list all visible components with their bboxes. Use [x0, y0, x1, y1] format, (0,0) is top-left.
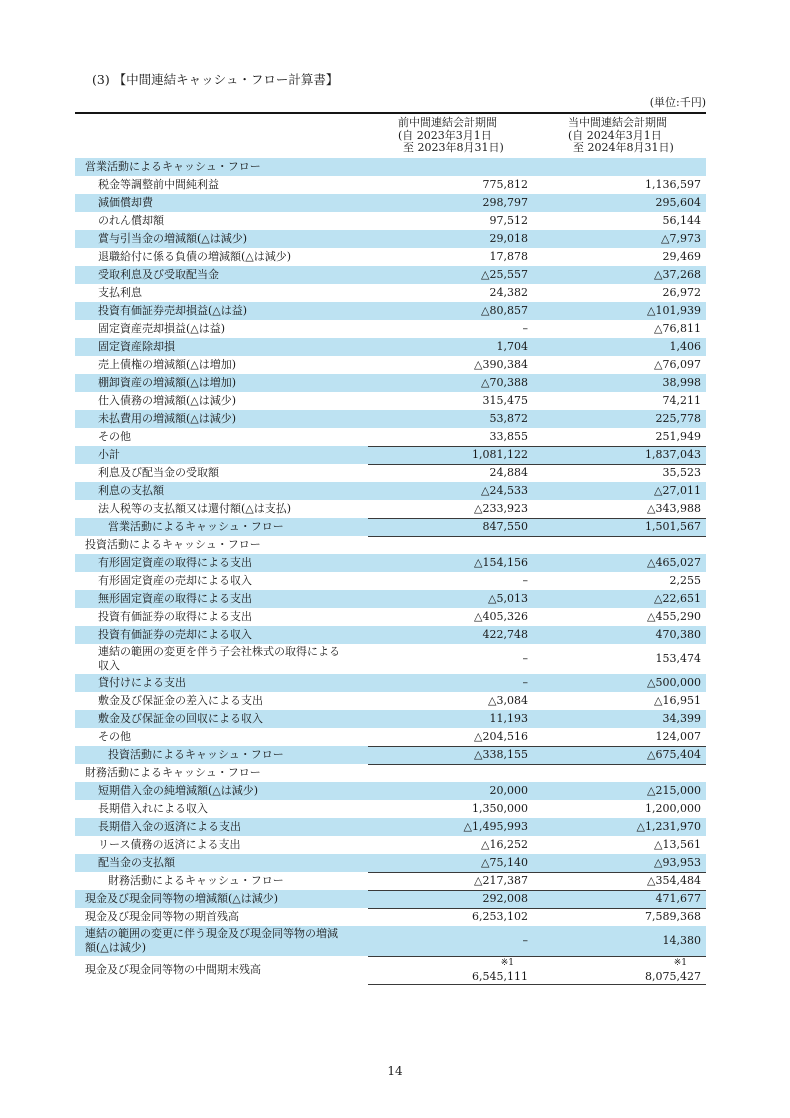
table-body [75, 158, 706, 985]
current-period-value: 470,380 [655, 627, 701, 641]
row-label: 利息の支払額 [98, 483, 164, 497]
row-label: 法人税等の支払額又は還付額(△は支払) [98, 501, 292, 515]
prior-period-value: △338,155 [474, 748, 528, 762]
footnote-ref: ※1 [500, 957, 514, 968]
current-period-value: 124,007 [655, 729, 701, 743]
prior-period-value: △80,857 [481, 303, 528, 317]
row-values [368, 590, 706, 608]
row-label: 投資有価証券の売却による収入 [98, 627, 252, 641]
table-row [75, 692, 706, 710]
table-row [75, 782, 706, 800]
cash-flow-table [75, 112, 706, 985]
current-period-value: 1,200,000 [645, 801, 701, 815]
table-row [75, 626, 706, 644]
row-label: 営業活動によるキャッシュ・フロー [108, 519, 284, 533]
row-label: 連結の範囲の変更を伴う子会社株式の取得による収入 [98, 645, 340, 672]
table-row [75, 428, 706, 446]
prior-period-value: ※1 6,545,111 [368, 957, 536, 984]
row-label: 売上債権の増減額(△は増加) [98, 357, 237, 371]
prior-period-value: △390,384 [474, 357, 528, 371]
current-period-value: △101,939 [647, 303, 701, 317]
row-values [368, 446, 706, 464]
table-row [75, 854, 706, 872]
row-label: 投資活動によるキャッシュ・フロー [85, 537, 261, 551]
row-values [368, 518, 706, 536]
row-values [368, 908, 706, 926]
prior-period-value: 847,550 [482, 520, 528, 534]
prior-period-value: 33,855 [489, 429, 528, 443]
table-row [75, 410, 706, 428]
prior-period-value: 422,748 [482, 627, 528, 641]
row-values [368, 320, 706, 338]
prior-period-value: 97,512 [489, 213, 528, 227]
row-label: 減価償却費 [98, 195, 153, 209]
table-row [75, 482, 706, 500]
row-label: 長期借入れによる収入 [98, 801, 208, 815]
table-header-row [75, 114, 706, 158]
current-period-value: 1,837,043 [645, 448, 701, 462]
row-values [368, 158, 706, 176]
current-period-value: 74,211 [662, 393, 701, 407]
prior-period-value: △233,923 [474, 501, 528, 515]
current-period-value: △354,484 [647, 874, 701, 888]
current-period-value: 56,144 [662, 213, 701, 227]
current-period-value: 29,469 [662, 249, 701, 263]
row-values [368, 284, 706, 302]
row-label: 財務活動によるキャッシュ・フロー [108, 873, 284, 887]
row-label: その他 [98, 429, 131, 443]
prior-period-value: △1,495,993 [463, 819, 528, 833]
row-values [368, 854, 706, 872]
current-period-value: 1,406 [669, 339, 701, 353]
current-period-value: △76,097 [654, 357, 701, 371]
prior-period-value: △204,516 [474, 729, 528, 743]
prior-period-value: 1,704 [496, 339, 528, 353]
table-row [75, 194, 706, 212]
period-end-date: 至 2024年8月31日) [573, 141, 674, 154]
prior-period-value: △16,252 [481, 837, 528, 851]
prior-period-value: – [522, 933, 528, 947]
prior-period-value: – [522, 573, 528, 587]
row-label: 配当金の支払額 [98, 855, 175, 869]
prior-period-value: 11,193 [489, 711, 528, 725]
table-row [75, 536, 706, 554]
current-period-value: △675,404 [647, 748, 701, 762]
table-row [75, 836, 706, 854]
row-label: 長期借入金の返済による支出 [98, 819, 241, 833]
current-period-value: △500,000 [647, 675, 701, 689]
table-row [75, 554, 706, 572]
prior-period-value: 20,000 [489, 783, 528, 797]
prior-period-value: △70,388 [481, 375, 528, 389]
table-row [75, 266, 706, 284]
row-label: 利息及び配当金の受取額 [98, 465, 219, 479]
row-label: 貸付けによる支出 [98, 675, 186, 689]
current-period-value: 26,972 [662, 285, 701, 299]
prior-period-value: – [522, 321, 528, 335]
row-label: 現金及び現金同等物の中間期末残高 [85, 963, 261, 977]
period-column-header-current [536, 117, 706, 155]
table-row [75, 176, 706, 194]
row-values [368, 338, 706, 356]
table-row [75, 464, 706, 482]
row-label: 仕入債務の増減額(△は減少) [98, 393, 237, 407]
current-period-value: 1,136,597 [645, 177, 701, 191]
current-period-value: △215,000 [647, 783, 701, 797]
table-row [75, 872, 706, 890]
current-period-value: 35,523 [662, 466, 701, 480]
row-values [368, 818, 706, 836]
statement-content [75, 72, 706, 985]
current-period-value: 7,589,368 [645, 910, 701, 924]
table-row [75, 674, 706, 692]
table-row [75, 926, 706, 956]
table-row [75, 518, 706, 536]
row-label: 連結の範囲の変更に伴う現金及び現金同等物の増減額(△は減少) [85, 927, 338, 954]
table-row [75, 338, 706, 356]
table-row [75, 710, 706, 728]
prior-period-value: 6,253,102 [472, 910, 528, 924]
row-label: その他 [98, 729, 131, 743]
current-period-value: ※1 8,075,427 [536, 957, 706, 984]
row-values [368, 800, 706, 818]
prior-period-value: 53,872 [489, 411, 528, 425]
page-title: (3) 【中間連結キャッシュ・フロー計算書】 [92, 72, 339, 87]
row-label: 短期借入金の純増減額(△は減少) [98, 783, 259, 797]
row-label: 営業活動によるキャッシュ・フロー [85, 159, 261, 173]
row-label: 投資活動によるキャッシュ・フロー [108, 747, 284, 761]
row-label: 支払利息 [98, 285, 142, 299]
row-label: 投資有価証券の取得による支出 [98, 609, 252, 623]
table-row [75, 746, 706, 764]
row-values [368, 692, 706, 710]
period-end-date: 至 2023年8月31日) [403, 141, 504, 154]
current-period-value: △343,988 [647, 501, 701, 515]
table-row [75, 764, 706, 782]
row-label: 現金及び現金同等物の期首残高 [85, 909, 239, 923]
current-period-value: △22,651 [654, 591, 701, 605]
prior-period-value: △405,326 [474, 609, 528, 623]
row-label: 受取利息及び受取配当金 [98, 267, 219, 281]
row-values [368, 890, 706, 908]
current-period-value: △76,811 [654, 321, 701, 335]
row-values [368, 302, 706, 320]
row-values [368, 728, 706, 746]
prior-period-value: 24,884 [489, 466, 528, 480]
current-period-value: 471,677 [655, 892, 701, 906]
prior-period-value: 1,081,122 [472, 448, 528, 462]
label-column-spacer [75, 117, 368, 155]
row-label: 賞与引当金の増減額(△は減少) [98, 231, 248, 245]
row-values [368, 248, 706, 266]
current-period-value: △13,561 [654, 837, 701, 851]
row-values [368, 410, 706, 428]
prior-period-value: 292,008 [482, 892, 528, 906]
row-values [368, 782, 706, 800]
row-values [368, 644, 706, 674]
table-row [75, 446, 706, 464]
row-label: 退職給付に係る負債の増減額(△は減少) [98, 249, 292, 263]
row-values [368, 608, 706, 626]
table-row [75, 356, 706, 374]
table-row [75, 608, 706, 626]
table-row [75, 158, 706, 176]
row-label: 棚卸資産の増減額(△は増加) [98, 375, 237, 389]
row-values [368, 746, 706, 764]
row-values [368, 464, 706, 482]
table-row [75, 302, 706, 320]
row-values [368, 674, 706, 692]
unit-label: (単位:千円) [649, 96, 706, 109]
row-values [368, 230, 706, 248]
prior-period-value: △217,387 [474, 874, 528, 888]
row-values [368, 626, 706, 644]
period-start-date: (自 2024年3月1日 [568, 128, 662, 142]
row-values [368, 176, 706, 194]
current-period-value: 1,501,567 [645, 520, 701, 534]
row-label: 有形固定資産の売却による収入 [98, 573, 252, 587]
current-period-value: △1,231,970 [636, 819, 701, 833]
table-row [75, 230, 706, 248]
row-label: のれん償却額 [98, 213, 164, 227]
prior-period-value: 17,878 [489, 249, 528, 263]
row-label: 投資有価証券売却損益(△は益) [98, 303, 248, 317]
prior-period-value: 29,018 [489, 231, 528, 245]
current-period-value: 14,380 [662, 933, 701, 947]
row-values [368, 392, 706, 410]
row-label: 現金及び現金同等物の増減額(△は減少) [85, 891, 279, 905]
prior-period-value: – [522, 651, 528, 665]
row-values [368, 572, 706, 590]
table-row [75, 800, 706, 818]
prior-period-value: 775,812 [482, 177, 528, 191]
table-row [75, 500, 706, 518]
table-row [75, 728, 706, 746]
row-values [368, 266, 706, 284]
current-period-value: 153,474 [655, 651, 701, 665]
row-label: 有形固定資産の取得による支出 [98, 555, 252, 569]
table-row [75, 818, 706, 836]
current-period-value: △455,290 [647, 609, 701, 623]
prior-period-value: 298,797 [482, 195, 528, 209]
prior-period-value: △5,013 [488, 591, 528, 605]
table-row [75, 374, 706, 392]
row-label: 敷金及び保証金の回収による収入 [98, 711, 263, 725]
current-period-value: 34,399 [662, 711, 701, 725]
row-values [368, 212, 706, 230]
current-period-value: △27,011 [654, 483, 701, 497]
row-values [368, 536, 706, 554]
row-label: 固定資産売却損益(△は益) [98, 321, 226, 335]
page-number: 14 [387, 1064, 403, 1078]
row-values [368, 956, 706, 985]
current-period-value: △7,973 [661, 231, 701, 245]
period-start-date: (自 2023年3月1日 [398, 128, 492, 142]
row-label: リース債務の返済による支出 [98, 837, 241, 851]
row-values [368, 764, 706, 782]
period-name: 当中間連結会計期間 [568, 116, 667, 129]
row-values [368, 554, 706, 572]
current-period-value: 225,778 [655, 411, 701, 425]
row-values [368, 374, 706, 392]
current-period-value: 38,998 [662, 375, 701, 389]
prior-period-value: △25,557 [481, 267, 528, 281]
table-row [75, 392, 706, 410]
current-period-value: 295,604 [655, 195, 701, 209]
footnote-ref: ※1 [673, 957, 687, 968]
current-period-value: △93,953 [654, 855, 701, 869]
row-label: 税金等調整前中間純利益 [98, 177, 219, 191]
table-row [75, 572, 706, 590]
table-row [75, 248, 706, 266]
row-values [368, 356, 706, 374]
row-values [368, 482, 706, 500]
prior-period-value: 24,382 [489, 285, 528, 299]
row-label: 固定資産除却損 [98, 339, 175, 353]
period-name: 前中間連結会計期間 [398, 116, 497, 129]
table-row [75, 212, 706, 230]
prior-period-value: △3,084 [488, 693, 528, 707]
row-label: 財務活動によるキャッシュ・フロー [85, 765, 261, 779]
row-label: 敷金及び保証金の差入による支出 [98, 693, 263, 707]
prior-period-value: △75,140 [481, 855, 528, 869]
table-row [75, 590, 706, 608]
row-values [368, 710, 706, 728]
current-period-value: △16,951 [654, 693, 701, 707]
row-values [368, 194, 706, 212]
table-row [75, 284, 706, 302]
row-label: 未払費用の増減額(△は減少) [98, 411, 237, 425]
prior-period-value: 315,475 [482, 393, 528, 407]
current-period-value: △37,268 [654, 267, 701, 281]
table-row [75, 890, 706, 908]
table-row [75, 644, 706, 674]
row-label: 小計 [98, 447, 120, 461]
current-period-value: 2,255 [669, 573, 701, 587]
current-period-value: 251,949 [655, 429, 701, 443]
row-values [368, 428, 706, 446]
row-values [368, 926, 706, 956]
prior-period-value: 1,350,000 [472, 801, 528, 815]
row-label: 無形固定資産の取得による支出 [98, 591, 252, 605]
row-values [368, 500, 706, 518]
row-values [368, 872, 706, 890]
current-period-value: △465,027 [647, 555, 701, 569]
prior-period-value: △24,533 [481, 483, 528, 497]
period-column-header-prior [368, 117, 536, 155]
table-row [75, 908, 706, 926]
table-row [75, 956, 706, 985]
prior-period-value: △154,156 [474, 555, 528, 569]
table-row [75, 320, 706, 338]
row-values [368, 836, 706, 854]
prior-period-value: – [522, 675, 528, 689]
